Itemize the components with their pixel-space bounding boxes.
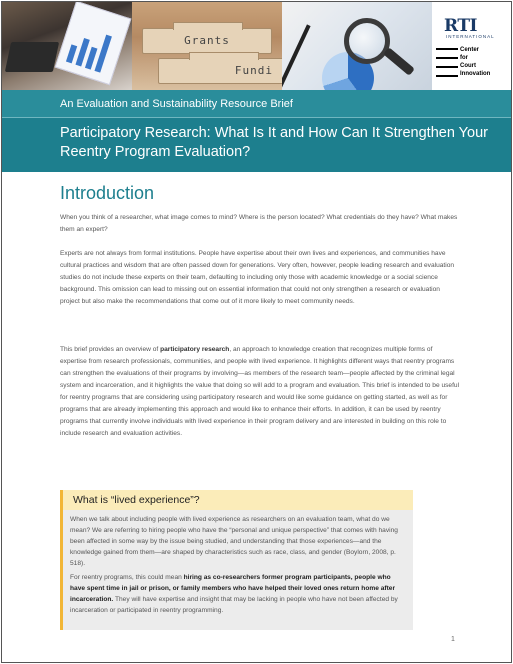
chart-paper-image xyxy=(55,2,132,85)
folder-grants: Grants xyxy=(142,28,272,54)
brief-series-subtitle: An Evaluation and Sustainability Resource Brief xyxy=(60,98,293,110)
cci-logo-bars xyxy=(436,48,458,84)
magnifying-glass-icon xyxy=(344,18,390,64)
intro-paragraph-1: When you think of a researcher, what image comes to mind? Where is the person located? What credentials do they have? What makes them an expert? xyxy=(60,214,458,233)
photo-laptop-charts xyxy=(2,2,132,90)
photo-magnifier-pie-chart xyxy=(282,2,432,90)
title-banner xyxy=(2,90,512,172)
partner-logos xyxy=(432,2,512,90)
callout-title: What is “lived experience”? xyxy=(73,494,200,506)
document-title: Participatory Research: What Is It and How Can It Strengthen Your Reentry Program Evaluation? xyxy=(60,125,488,160)
intro-paragraph-3: This brief provides an overview of participatory research, an approach to knowledge creation that recognizes multiple forms of expertise from research professionals, communities, and people with lived experience. It highlights different ways that reentry programs can strengthen the evaluations of their programs by involving—as members of the research team—people affected by the criminal legal system and incarceration, and it highlights the value that doing so will add to a program and evaluation. This brief is intended to be useful for reentry programs that are considering using participatory research and would like some guidance on getting started, as well as for programs that are already implementing this approach and would like to enhance their efforts. In addition, it can be used by reentry programs that currently involve individuals with lived experience in their program delivery and are interested in building on this role to include research and evaluation activities. xyxy=(60,346,460,437)
cci-logo: Center for Court Innovation xyxy=(460,47,491,77)
rti-logo: RTI xyxy=(444,16,477,36)
callout-paragraph-1: When we talk about including people with lived experience as researchers on an evaluation team, what do we mean? We are referring to hiring people who have the “personal and unique perspective” that comes with having been affected in some way by the issue being studied, and understanding that those experiences—and the knowledge gained from them—are shaped by characteristics such as race, class, and gender (Boylorn, 2008, p. 518). xyxy=(70,516,398,567)
photo-file-folders xyxy=(132,2,282,90)
rti-logo-subtitle: INTERNATIONAL xyxy=(446,34,495,39)
section-heading: Introduction xyxy=(60,183,155,203)
bold-term: participatory research xyxy=(160,346,230,353)
lived-experience-callout xyxy=(60,490,413,630)
header-photo-strip xyxy=(2,2,432,90)
laptop-image xyxy=(5,42,59,72)
callout-paragraph-2: For reentry programs, this could mean hiring as co-researchers former program participants, people who have spent time in jail or prison, or family members who have helped their loved ones return home after incarceration. They will have expertise and insight that may be lacking in people who have not been affected by incarceration or participated in reentry programming. xyxy=(70,574,398,614)
document-page xyxy=(1,1,512,663)
folder-funding: Fundi xyxy=(158,58,282,84)
pen-image xyxy=(282,24,311,89)
page-number: 1 xyxy=(451,636,455,643)
intro-paragraph-2: Experts are not always from formal institutions. People have expertise about their own lives and experiences, and communities have cultural practices and wisdom that are often passed down for generations. Very often, however, people leading research and evaluation studies do not include these experts on their team, defaulting to including only those with academic knowledge or a social science background. This omission can lead to missing out on essential information that could not only strengthen a research or evaluation project but also make the recommendations that come out of it more likely to meet community needs. xyxy=(60,250,455,305)
